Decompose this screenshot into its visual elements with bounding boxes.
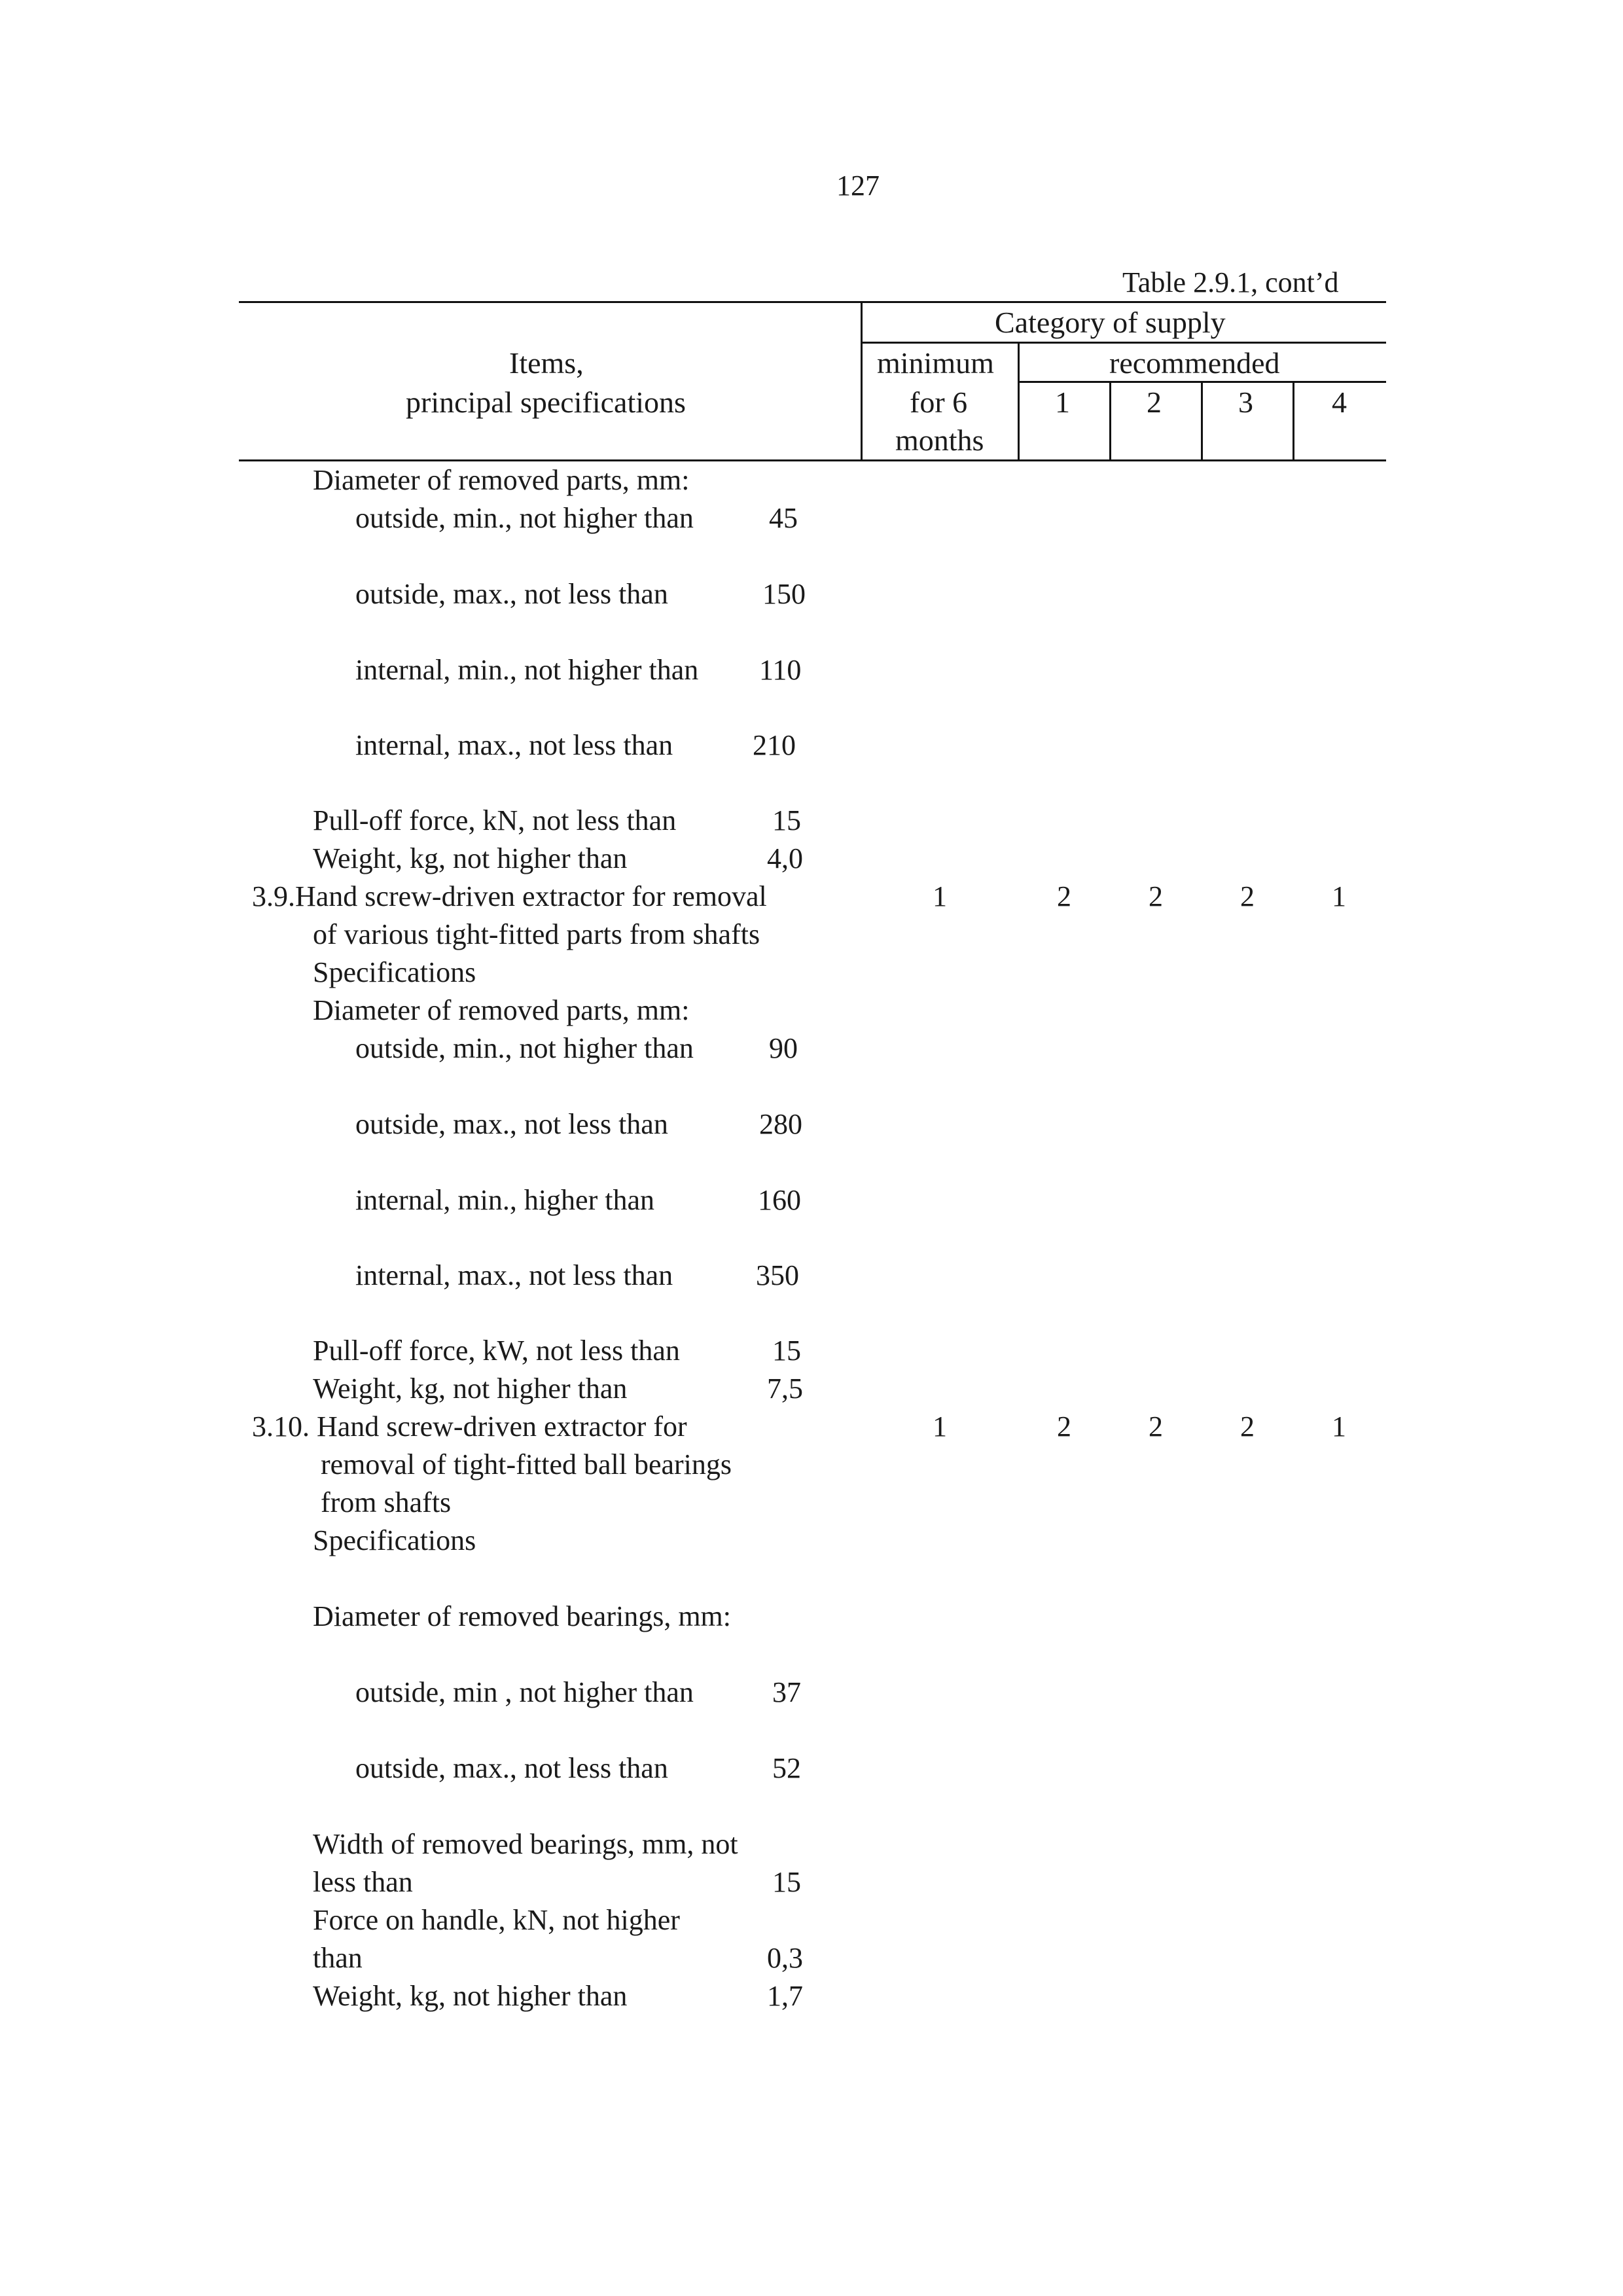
row-value: 0,3 (767, 1942, 803, 1974)
row-text: Pull-off force, kN, not less than (313, 804, 677, 836)
row-text: Diameter of removed parts, mm: (313, 464, 690, 496)
row-text: internal, min., not higher than (355, 654, 699, 686)
row-value: 150 (762, 578, 806, 610)
row-text: outside, min., not higher than (355, 502, 694, 534)
col-divider-2 (1201, 381, 1203, 461)
row-text: internal, max., not less than (355, 1259, 673, 1291)
row-value: 7,5 (767, 1372, 803, 1405)
cat-col-2: 2 (1149, 1410, 1163, 1443)
cat-col-4: 1 (1332, 880, 1346, 912)
header-col-3: 3 (1238, 386, 1253, 419)
row-text: Pull-off force, kW, not less than (313, 1335, 680, 1367)
row-text: outside, max., not less than (355, 1752, 668, 1784)
row-value: 52 (772, 1752, 801, 1784)
header-months: months (895, 423, 984, 457)
row-text: Weight, kg, not higher than (313, 1980, 628, 2012)
row-text: Force on handle, kN, not higher (313, 1904, 680, 1936)
row-value: 280 (759, 1108, 802, 1140)
page-number: 127 (836, 170, 880, 202)
item-3-10-title: 3.10. Hand screw-driven extractor for (252, 1410, 687, 1443)
row-text: internal, max., not less than (355, 729, 673, 761)
row-text: internal, min., higher than (355, 1184, 654, 1216)
row-value: 15 (772, 1335, 801, 1367)
header-items: Items, (509, 346, 584, 380)
row-text: Weight, kg, not higher than (313, 1372, 628, 1405)
cat-col-1: 2 (1057, 1410, 1071, 1443)
row-text: outside, max., not less than (355, 578, 668, 610)
row-value: 350 (756, 1259, 799, 1291)
header-for-6: for 6 (910, 386, 968, 419)
minimum-divider (1018, 342, 1020, 461)
cat-col-3: 2 (1240, 880, 1255, 912)
row-text: of various tight-fitted parts from shafts (313, 918, 760, 950)
cat-minimum: 1 (933, 1410, 947, 1443)
header-minimum: minimum (877, 346, 994, 380)
row-value: 15 (772, 1866, 801, 1898)
row-value: 1,7 (767, 1980, 803, 2012)
col-divider-3 (1293, 381, 1294, 461)
header-recommended: recommended (1109, 346, 1280, 380)
row-value: 45 (769, 502, 798, 534)
table-top-rule (239, 301, 1386, 303)
row-text: from shafts (321, 1486, 452, 1518)
row-value: 110 (759, 654, 802, 686)
row-text: Weight, kg, not higher than (313, 842, 628, 874)
row-value: 210 (753, 729, 796, 761)
header-col-4: 4 (1332, 386, 1347, 419)
table-caption: Table 2.9.1, cont’d (1122, 266, 1339, 298)
row-text: Specifications (313, 956, 476, 988)
row-value: 37 (772, 1676, 801, 1708)
row-text: outside, min , not higher than (355, 1676, 694, 1708)
row-text: less than (313, 1866, 413, 1898)
header-col-2: 2 (1147, 386, 1162, 419)
header-bottom-rule (239, 459, 1386, 461)
col-divider-1 (1109, 381, 1111, 461)
row-text: Diameter of removed bearings, mm: (313, 1600, 732, 1632)
row-text: outside, min., not higher than (355, 1032, 694, 1064)
cat-minimum: 1 (933, 880, 947, 912)
row-text: removal of tight-fitted ball bearings (321, 1448, 732, 1480)
items-column-divider (861, 301, 863, 461)
item-3-9-title: 3.9.Hand screw-driven extractor for removal (252, 880, 767, 912)
header-category-of-supply: Category of supply (995, 306, 1226, 339)
cat-col-2: 2 (1149, 880, 1163, 912)
category-divider-rule (861, 342, 1386, 344)
row-text: than (313, 1942, 363, 1974)
cat-col-1: 2 (1057, 880, 1071, 912)
row-value: 4,0 (767, 842, 803, 874)
cat-col-3: 2 (1240, 1410, 1255, 1443)
header-col-1: 1 (1055, 386, 1070, 419)
cat-col-4: 1 (1332, 1410, 1346, 1443)
row-text: Diameter of removed parts, mm: (313, 994, 690, 1026)
row-value: 160 (758, 1184, 801, 1216)
row-value: 15 (772, 804, 801, 836)
row-value: 90 (769, 1032, 798, 1064)
row-text: Width of removed bearings, mm, not (313, 1828, 738, 1860)
row-text: Specifications (313, 1524, 476, 1556)
row-text: outside, max., not less than (355, 1108, 668, 1140)
header-principal-specifications: principal specifications (406, 386, 686, 419)
